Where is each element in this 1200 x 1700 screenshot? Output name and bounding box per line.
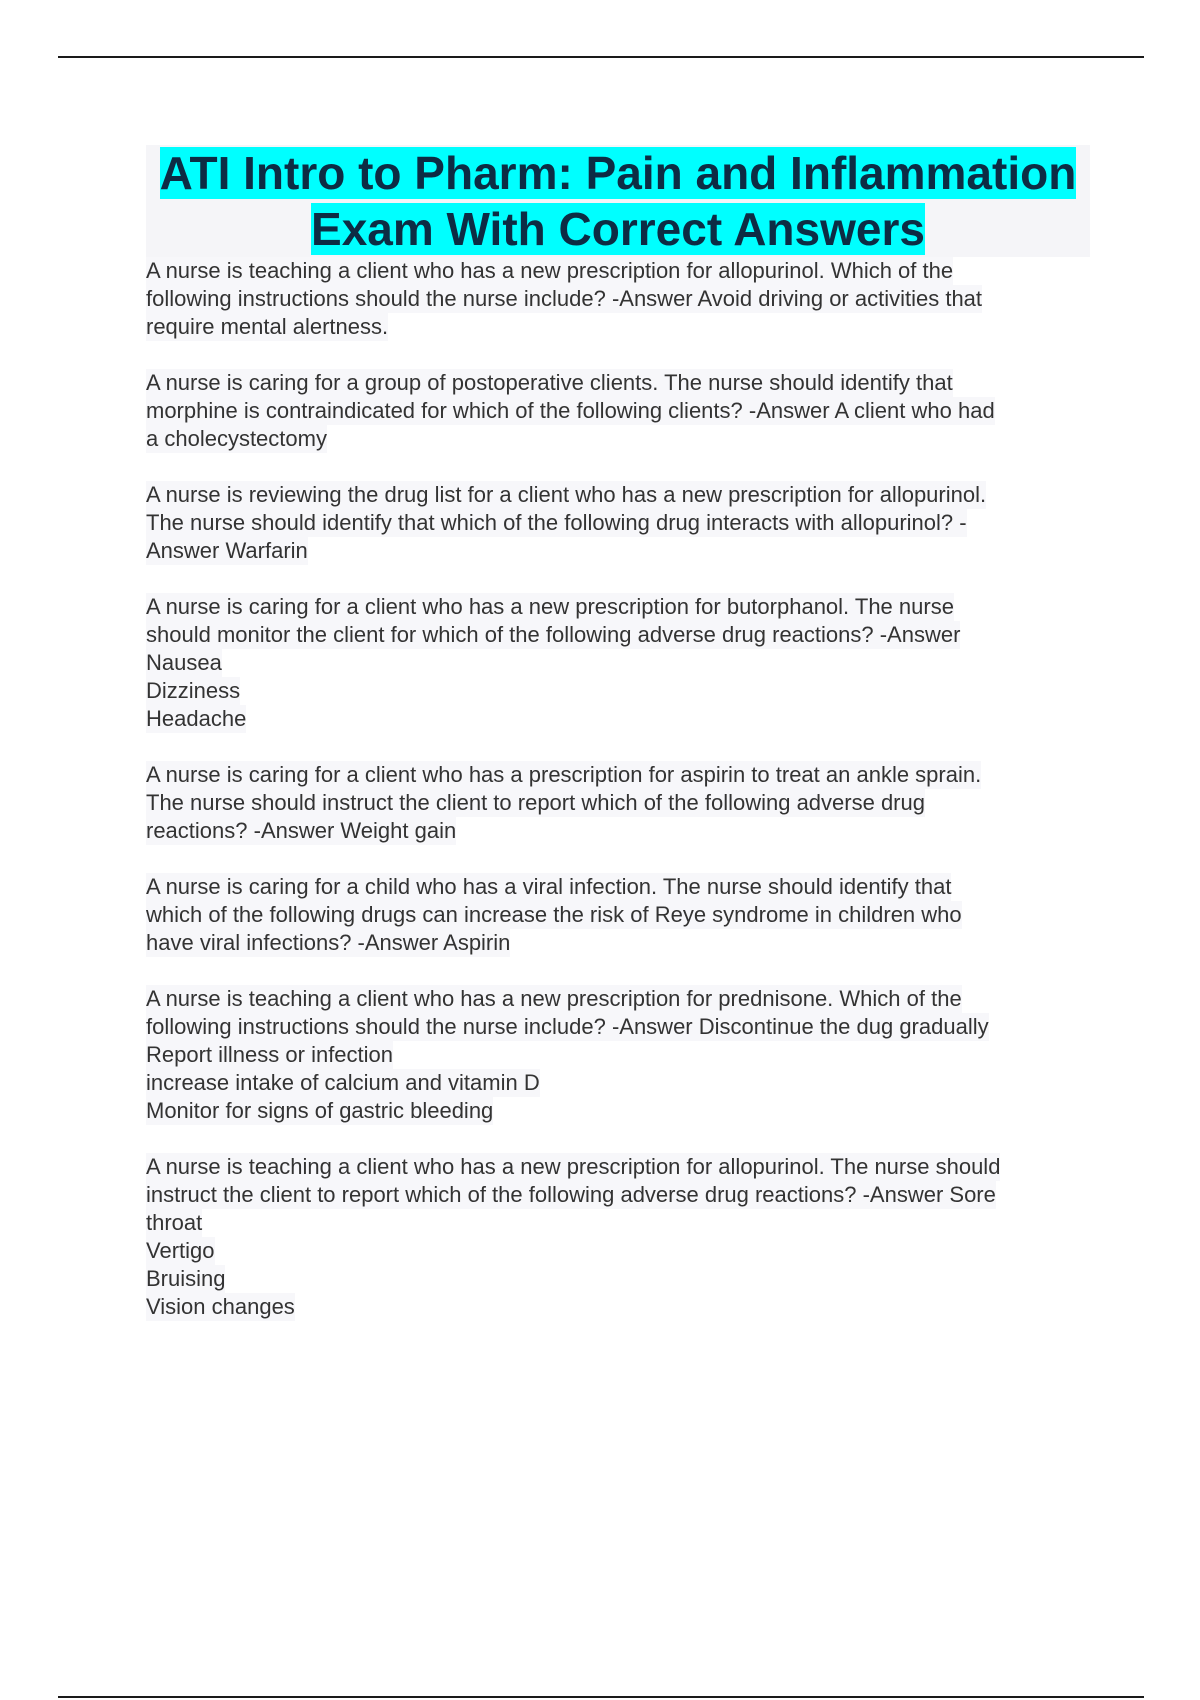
question-item — [146, 481, 1090, 565]
question-item — [146, 761, 1090, 845]
question-line: Report illness or infection — [146, 1042, 394, 1067]
question-line: Nausea — [146, 650, 222, 675]
question-line: have viral infections? -Answer Aspirin — [146, 930, 511, 955]
question-line: A nurse is caring for a child who has a viral infection. The nurse should identify that — [146, 874, 952, 899]
question-line: reactions? -Answer Weight gain — [146, 818, 457, 843]
question-line: A nurse is caring for a client who has a new prescription for butorphanol. The nurse — [146, 594, 954, 619]
question-line: Vision changes — [146, 1294, 295, 1319]
question-line: instruct the client to report which of the following adverse drug reactions? -Answer Sore — [146, 1182, 996, 1207]
question-line: following instructions should the nurse include? -Answer Discontinue the dug gradually — [146, 1014, 989, 1039]
question-line: a cholecystectomy — [146, 426, 327, 451]
question-line: morphine is contraindicated for which of the following clients? -Answer A client who had — [146, 398, 995, 423]
question-line: increase intake of calcium and vitamin D — [146, 1070, 540, 1095]
question-line: Monitor for signs of gastric bleeding — [146, 1098, 494, 1123]
question-line: require mental alertness. — [146, 314, 389, 339]
question-line: The nurse should instruct the client to report which of the following adverse drug — [146, 790, 925, 815]
question-line: which of the following drugs can increase the risk of Reye syndrome in children who — [146, 902, 962, 927]
title-block — [146, 145, 1090, 257]
document-body — [146, 145, 1090, 1349]
question-item — [146, 873, 1090, 957]
question-line: following instructions should the nurse include? -Answer Avoid driving or activities that — [146, 286, 983, 311]
top-rule — [58, 56, 1144, 58]
question-line: A nurse is caring for a group of postoperative clients. The nurse should identify that — [146, 370, 953, 395]
question-line: Bruising — [146, 1266, 226, 1291]
question-line: A nurse is teaching a client who has a new prescription for allopurinol. The nurse should — [146, 1154, 1001, 1179]
question-line: A nurse is reviewing the drug list for a client who has a new prescription for allopurinol. — [146, 482, 987, 507]
question-line: Dizziness — [146, 678, 241, 703]
bottom-rule — [58, 1696, 1144, 1698]
question-item — [146, 1153, 1090, 1321]
question-line: The nurse should identify that which of the following drug interacts with allopurinol? - — [146, 510, 967, 535]
question-line: Headache — [146, 706, 247, 731]
question-line: throat — [146, 1210, 203, 1235]
question-item — [146, 257, 1090, 341]
question-line: should monitor the client for which of the following adverse drug reactions? -Answer — [146, 622, 961, 647]
question-item — [146, 985, 1090, 1125]
document-title — [146, 145, 1090, 257]
question-line: Answer Warfarin — [146, 538, 308, 563]
question-line: A nurse is teaching a client who has a new prescription for allopurinol. Which of the — [146, 258, 954, 283]
question-list — [146, 257, 1090, 1321]
question-line: Vertigo — [146, 1238, 215, 1263]
question-line: A nurse is caring for a client who has a prescription for aspirin to treat an ankle sprain. — [146, 762, 982, 787]
question-line: A nurse is teaching a client who has a new prescription for prednisone. Which of the — [146, 986, 962, 1011]
document-title-text: ATI Intro to Pharm: Pain and Inflammation Exam With Correct Answers — [159, 147, 1077, 255]
question-item — [146, 593, 1090, 733]
question-item — [146, 369, 1090, 453]
